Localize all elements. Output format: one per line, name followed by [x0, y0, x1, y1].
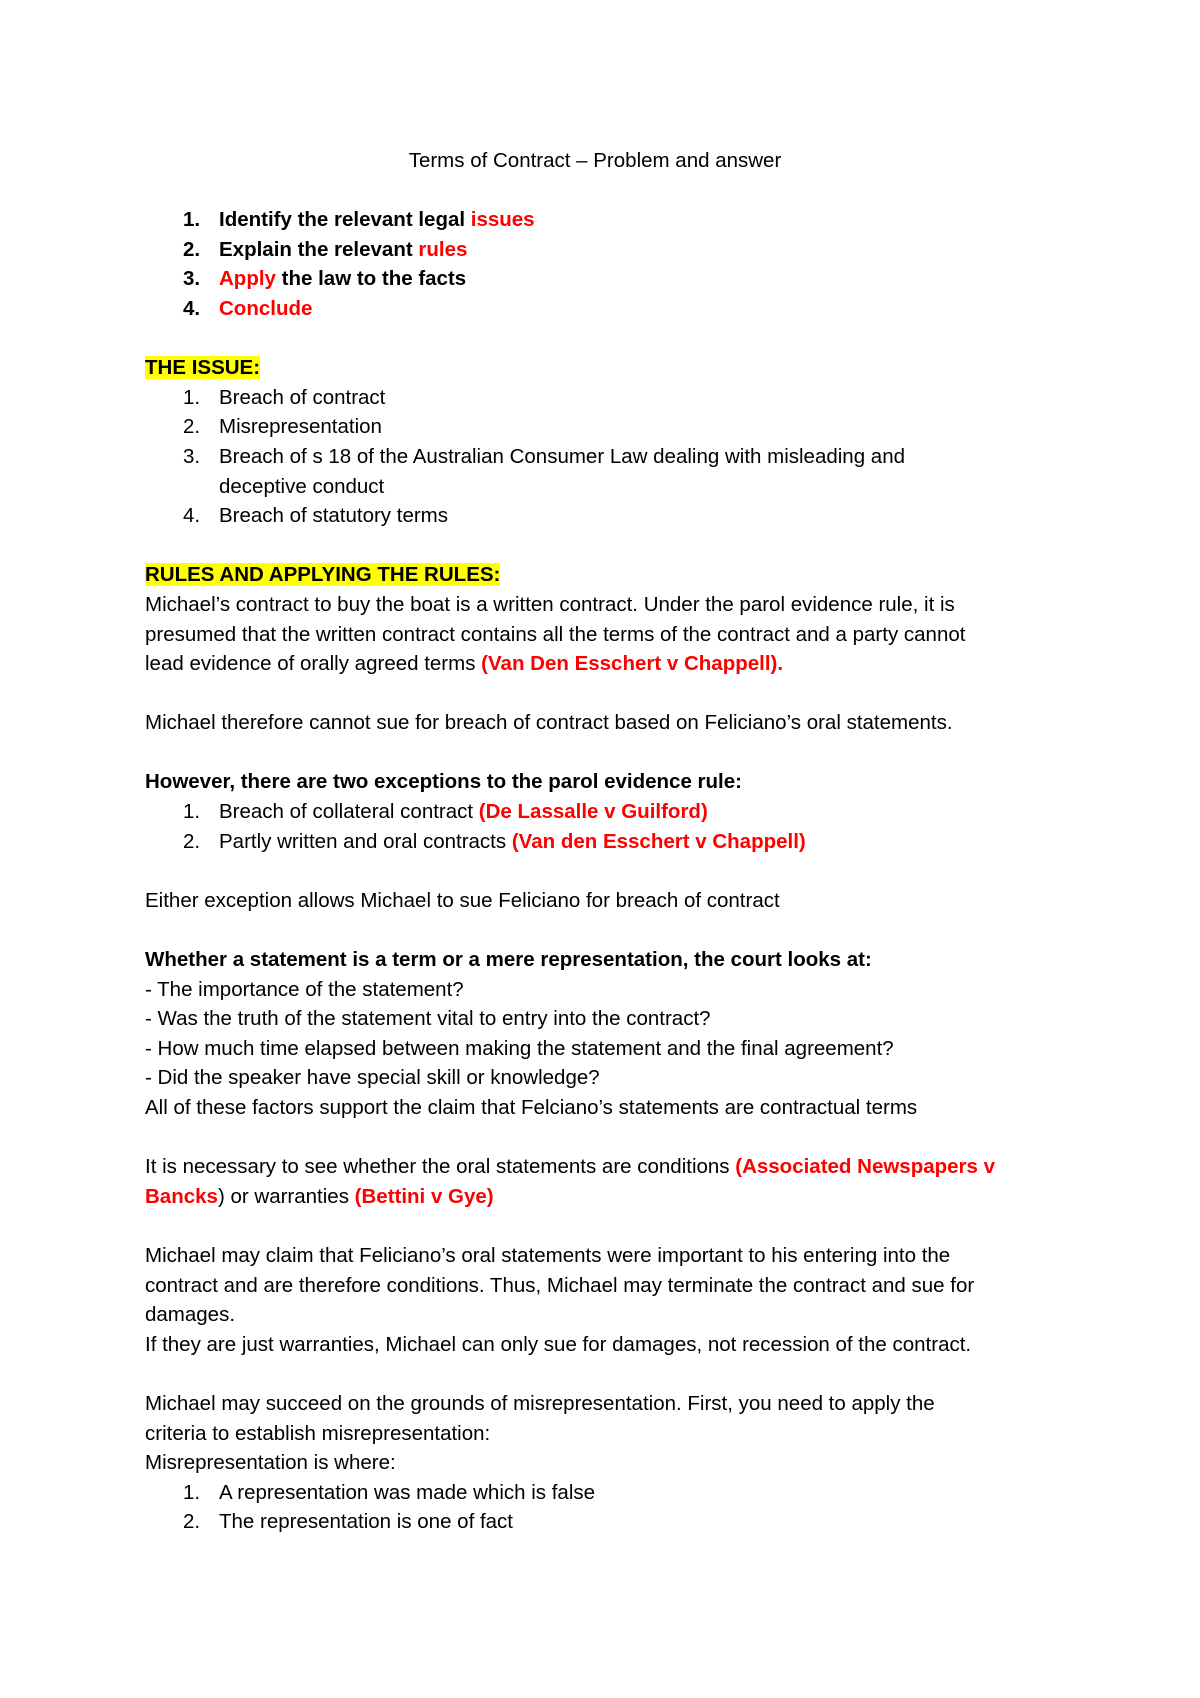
case-citation: (De Lassalle v Guilford)	[478, 800, 708, 824]
document-title: Terms of Contract – Problem and answer	[408, 149, 782, 172]
case-citation: (Associated Newspapers v	[735, 1155, 996, 1179]
list-item: 4. Breach of statutory terms	[183, 504, 449, 528]
document-body	[145, 146, 1065, 1537]
list-item: 4. Conclude	[183, 296, 313, 320]
list-item: 1. Breach of collateral contract (De Lassalle v Guilford)	[183, 800, 708, 824]
exceptions-list	[145, 797, 1065, 856]
term-factor: - Was the truth of the statement vital to entry into the contract?	[145, 1007, 711, 1031]
list-item: 2. Partly written and oral contracts (Van den Esschert v Chappell)	[183, 829, 806, 853]
issues-list	[145, 383, 1065, 531]
list-item: 1. Breach of contract	[183, 385, 386, 409]
list-item: 3. Apply the law to the facts	[183, 267, 467, 291]
misrepresentation-list	[145, 1478, 1065, 1537]
list-item: 1. A representation was made which is false	[183, 1480, 596, 1504]
term-factor: - The importance of the statement?	[145, 977, 464, 1001]
exceptions-heading: However, there are two exceptions to the parol evidence rule:	[145, 770, 742, 794]
term-heading: Whether a statement is a term or a mere representation, the court looks at:	[145, 948, 872, 972]
term-factor: - Did the speaker have special skill or knowledge?	[145, 1066, 600, 1090]
claim-paragraph: Michael may claim that Feliciano’s oral statements were important to his entering into the contract and are therefore conditions. Thus, Michael may terminate the contract and sue for damages. If they are just warranties, Michael can only sue for damages, not recession of the contract.	[145, 1243, 975, 1356]
issue-heading: THE ISSUE:	[145, 356, 261, 380]
steps-list	[145, 205, 1065, 323]
conditions-paragraph: It is necessary to see whether the oral statements are conditions (Associated Newspapers v Bancks) or warranties (Bettini v Gye)	[145, 1155, 996, 1208]
rules-heading: RULES AND APPLYING THE RULES:	[145, 563, 501, 587]
list-item: 2. Explain the relevant rules	[183, 237, 468, 261]
list-item: 2. The representation is one of fact	[183, 1510, 514, 1534]
misrepresentation-paragraph: Michael may succeed on the grounds of misrepresentation. First, you need to apply the criteria to establish misrepresentation: Misrepresentation is where:	[145, 1391, 935, 1475]
case-citation: (Bettini v Gye)	[354, 1184, 494, 1208]
paragraph-factors: All of these factors support the claim that Felciano’s statements are contractual terms	[145, 1096, 918, 1119]
list-item: 1. Identify the relevant legal issues	[183, 208, 535, 232]
paragraph-either-exception: Either exception allows Michael to sue Feliciano for breach of contract	[145, 888, 780, 912]
rules-paragraph: Michael’s contract to buy the boat is a written contract. Under the parol evidence rule, it is presumed that the written contract contains all the terms of the contract and a party cannot lead evidence of orally agreed terms (Van Den Esschert v Chappell).	[145, 592, 966, 676]
list-item: 3. Breach of s 18 of the Australian Consumer Law dealing with misleading and deceptive conduct	[183, 444, 906, 498]
term-factor: - How much time elapsed between making the statement and the final agreement?	[145, 1036, 894, 1060]
case-citation: (Van den Esschert v Chappell)	[511, 829, 806, 853]
paragraph-cannot-sue: Michael therefore cannot sue for breach of contract based on Feliciano’s oral statements.	[145, 711, 953, 735]
case-citation: Bancks	[145, 1184, 218, 1208]
list-item: 2. Misrepresentation	[183, 415, 382, 439]
case-citation: (Van Den Esschert v Chappell).	[481, 652, 784, 676]
